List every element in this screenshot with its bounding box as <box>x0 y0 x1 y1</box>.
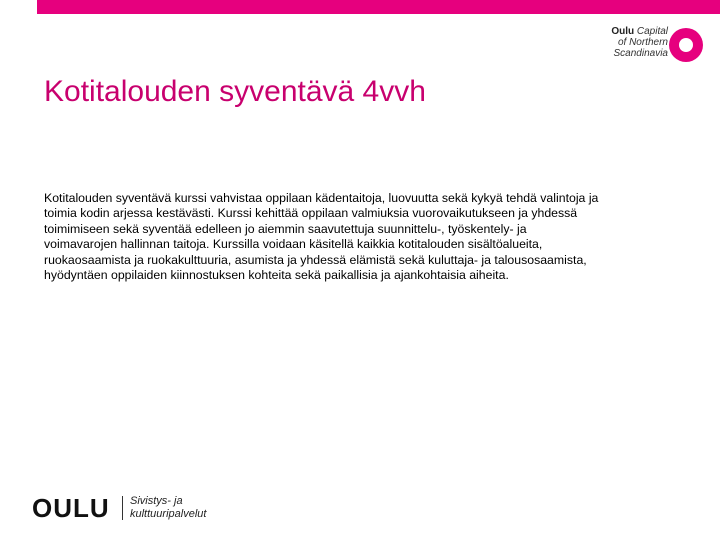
body-line: toimimiseen sekä syventää edelleen jo aiemmin saavutettuja suunnittelu-, työskentely- ja <box>44 221 527 236</box>
body-line: ruokaosaamista ja ruokakulttuuria, asumista ja yhdessä elämistä sekä kuluttaja- ja talousosaamista, <box>44 252 587 267</box>
body-line: Kotitalouden syventävä kurssi vahvistaa oppilaan kädentaitoja, luovuutta sekä kykyä tehdä valintoja ja <box>44 191 599 205</box>
body-paragraph <box>44 191 684 283</box>
footer-logo <box>32 492 252 524</box>
top-accent-bar <box>37 0 720 14</box>
brand-line3: Scandinavia <box>613 48 668 59</box>
body-line: toimia kodin arjessa kestävästi. Kurssi kehittää oppilaan valmiuksia vuorovaikutukseen ja yhdessä <box>44 206 578 221</box>
brand-name: Oulu <box>611 26 635 37</box>
footer-sub-line2: kulttuuripalvelut <box>130 508 207 520</box>
page-title: Kotitalouden syventävä 4vvh <box>44 75 426 108</box>
footer-oulu-wordmark: OULU <box>32 493 110 523</box>
footer-divider <box>122 496 123 520</box>
footer-department <box>130 495 206 521</box>
body-line: hyödyntäen oppilaiden kiinnostuksen kohteita sekä paikallisia ja ajankohtaisia aiheita. <box>44 268 509 283</box>
brand-line1-rest: Capital <box>634 26 668 37</box>
brand-circle-icon <box>668 27 704 63</box>
footer-sub-line1: Sivistys- ja <box>130 495 183 507</box>
brand-logo <box>598 26 710 66</box>
brand-line2: of Northern <box>617 37 668 48</box>
body-line: voimavarojen hallinnan taitoja. Kurssilla voidaan käsitellä kaikkia kotitalouden sisältöalueita, <box>44 237 543 252</box>
brand-text <box>598 26 668 59</box>
